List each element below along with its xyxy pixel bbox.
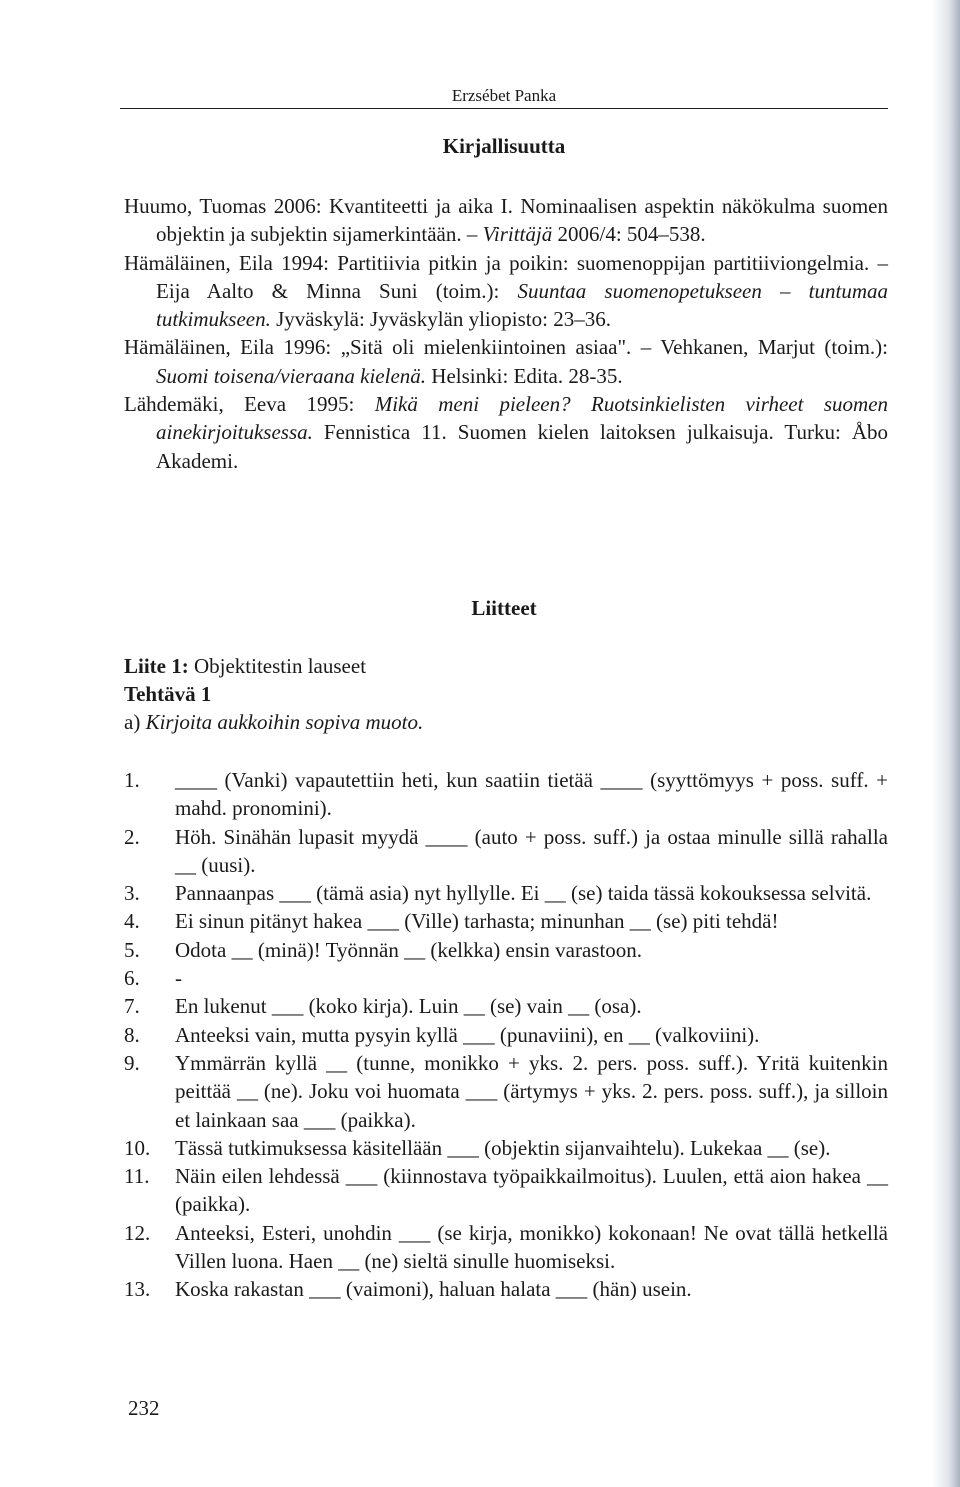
exercise-item xyxy=(124,1275,888,1303)
item-number: 4. xyxy=(124,909,140,934)
item-text: Odota __ (minä)! Työnnän __ (kelkka) ensin varastoon. xyxy=(175,937,643,962)
item-text: Koska rakastan ___ (vaimoni), haluan halata ___ (hän) usein. xyxy=(175,1277,692,1302)
item-number: 1. xyxy=(124,768,140,792)
item-number: 9. xyxy=(124,1050,140,1075)
item-number: 11. xyxy=(124,1164,150,1189)
item-number: 10. xyxy=(124,1135,151,1160)
exercise-item xyxy=(124,964,888,992)
reference-entry xyxy=(124,333,888,390)
appendix-label-line xyxy=(124,652,888,680)
exercise-item xyxy=(124,992,888,1020)
reference-list xyxy=(124,192,888,475)
item-text: ____ (Vanki) vapautettiin heti, kun saatiin tietää ____ (syyttömyys + poss. suff. + mahd. pronomini). xyxy=(175,768,888,821)
header-rule xyxy=(120,108,888,109)
item-number: 12. xyxy=(124,1220,151,1245)
page-edge-shadow xyxy=(932,0,960,1487)
exercise-item xyxy=(124,1021,888,1049)
item-text: Höh. Sinähän lupasit myydä ____ (auto + poss. suff.) ja ostaa minulle sillä rahalla __ (uusi). xyxy=(175,824,888,877)
exercise-list xyxy=(124,766,888,1304)
page-number: 232 xyxy=(128,1396,160,1420)
ref-italic: Virittäjä xyxy=(482,222,553,247)
item-text: En lukenut ___ (koko kirja). Luin __ (se) vain __ (osa). xyxy=(175,994,642,1019)
item-number: 13. xyxy=(124,1277,151,1302)
task-title xyxy=(124,680,888,708)
running-head: Erzsébet Panka xyxy=(451,86,557,105)
task-title-text: Tehtävä 1 xyxy=(124,682,212,706)
appendix-header xyxy=(124,652,888,736)
instruction-text: Kirjoita aukkoihin sopiva muoto. xyxy=(145,710,424,734)
exercise-item xyxy=(124,1162,888,1219)
exercise-item xyxy=(124,936,888,964)
item-text: - xyxy=(175,966,182,991)
ref-italic: Suomi toisena/vieraana kielenä. xyxy=(156,363,427,388)
ref-text: Huumo, Tuomas 2006: Kvantiteetti ja aika I. Nominaalisen aspektin näkökulma suomen objektin ja subjektin sijamerkintään. – xyxy=(124,194,888,247)
reference-entry xyxy=(124,390,888,475)
appendix-title: Liitteet xyxy=(471,596,537,620)
ref-text xyxy=(571,392,591,416)
item-number: 7. xyxy=(124,994,140,1019)
exercise-item xyxy=(124,879,888,907)
exercise-item xyxy=(124,1049,888,1134)
item-text: Ei sinun pitänyt hakea ___ (Ville) tarhasta; minunhan __ (se) piti tehdä! xyxy=(175,909,779,934)
task-instruction xyxy=(124,708,888,736)
item-number: 8. xyxy=(124,1022,140,1047)
item-number: 3. xyxy=(124,881,140,906)
item-number: 6. xyxy=(124,966,140,991)
item-text: Pannaanpas ___ (tämä asia) nyt hyllylle. Ei __ (se) taida tässä kokouksessa selvitä. xyxy=(175,881,872,906)
ref-italic: Ruotsinkielisten virheet suomen ainekirjoituksessa. xyxy=(156,392,889,445)
item-text: Tässä tutkimuksessa käsitellään ___ (objektin sijanvaihtelu). Lukekaa __ (se). xyxy=(175,1135,831,1160)
item-text: Anteeksi vain, mutta pysyin kyllä ___ (punaviini), en __ (valkoviini). xyxy=(175,1022,760,1047)
exercise-item xyxy=(124,1134,888,1162)
ref-text: Hämäläinen, Eila 1994: Partitiivia pitkin ja poikin: suomenoppijan partitiiviongelmia. – Eija Aalto & Minna Suni (toim.): xyxy=(124,250,888,303)
exercise-item xyxy=(124,907,888,935)
ref-italic: Mikä meni pieleen? xyxy=(374,392,571,417)
item-text: Näin eilen lehdessä ___ (kiinnostava työpaikkailmoitus). Luulen, että aion hakea __ (paikka). xyxy=(175,1164,888,1217)
item-number: 2. xyxy=(124,824,140,849)
instruction-prefix: a) xyxy=(124,710,146,734)
references-title: Kirjallisuutta xyxy=(442,134,566,158)
appendix-label-text: Objektitestin lauseet xyxy=(188,654,367,678)
ref-text: Jyväskylä: Jyväskylän yliopisto: 23–36. xyxy=(270,307,611,332)
ref-italic: Suuntaa suomenopetukseen – tuntumaa tutkimukseen. xyxy=(156,278,888,332)
exercise-item xyxy=(124,1219,888,1276)
item-number: 5. xyxy=(124,937,140,962)
ref-text: Hämäläinen, Eila 1996: „Sitä oli mielenkiintoinen asiaa". – Vehkanen, Marjut (toim.): xyxy=(124,335,888,360)
item-text: Ymmärrän kyllä __ (tunne, monikko + yks. 2. pers. poss. suff.). Yritä kuitenkin peittää __ (ne). Joku voi huomata ___ (ärtymys + yks. 2. pers. poss. suff.), ja silloin et lainkaan saa ___ (paikka). xyxy=(175,1050,888,1132)
appendix-label: Liite 1: xyxy=(124,654,189,678)
reference-entry xyxy=(124,192,888,249)
exercise-item xyxy=(124,823,888,880)
item-text: Anteeksi, Esteri, unohdin ___ (se kirja, monikko) kokonaan! Ne ovat tällä hetkellä Villen luona. Haen __ (ne) sieltä sinulle huomiseksi. xyxy=(175,1220,888,1274)
exercise-item xyxy=(124,766,888,823)
ref-text: Lähdemäki, Eeva 1995: xyxy=(124,392,375,417)
ref-text: 2006/4: 504–538. xyxy=(552,222,706,247)
reference-entry xyxy=(124,249,888,334)
ref-text: Fennistica 11. Suomen kielen laitoksen julkaisuja. Turku: Åbo Akademi. xyxy=(156,420,888,473)
ref-text: Helsinki: Edita. 28-35. xyxy=(426,363,623,388)
